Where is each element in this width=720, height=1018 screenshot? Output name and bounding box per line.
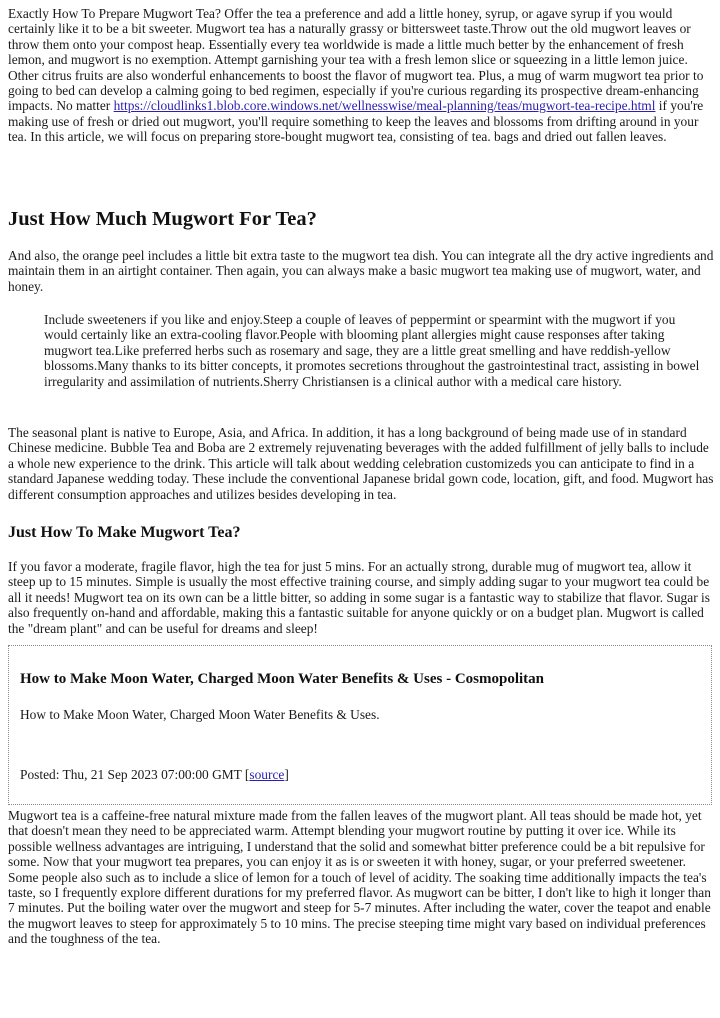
paragraph-caffeine-free: Mugwort tea is a caffeine-free natural mixture made from the fallen leaves of the mugwort plant. All teas should be made hot, yet that doesn't mean they need to be appreciated warm. Attempt blending your mugwort routine by putting it over ice. While its possible wellness advantages are intriguing, I understand that the solid and somewhat bitter preference could be a bit repulsive for some. Now that your mugwort tea prepares, you can enjoy it as is or sweeten it with honey, sugar, or your preferred sweetener. Some people also such as to include a slice of lemon for a touch of level of acidity. The soaking time additionally impacts the tea's taste, so I frequently explore different durations for my preferred flavor. As mugwort can be bitter, I don't like to high it longer than 7 minutes. Put the boiling water over the mugwort and steep for 5-7 minutes. After including the water, cover the teapot and enable the mugwort leaves to steep for approximately 5 to 10 mins. The precise steeping time might vary based on individual preferences and the toughness of the tea. [8, 808, 711, 947]
news-card-posted [20, 767, 289, 782]
news-card-summary: How to Make Moon Water, Charged Moon Water Benefits & Uses. [20, 707, 380, 722]
news-card [8, 645, 712, 805]
news-card-title: How to Make Moon Water, Charged Moon Water Benefits & Uses - Cosmopolitan [20, 671, 545, 687]
heading-how-much-mugwort: Just How Much Mugwort For Tea? [8, 208, 317, 230]
paragraph-seasonal-plant: The seasonal plant is native to Europe, Asia, and Africa. In addition, it has a long background of being made use of in standard Chinese medicine. Bubble Tea and Boba are 2 extremely rejuvenating beverages with the added fulfillment of jelly balls to include a whole new experience to the drink. This article will talk about wedding celebration customizeds you can anticipate to find in a standard Japanese wedding today. These include the conventional Japanese bridal gown code, location, gift, and food. Mugwort has different consumption approaches and utilizes besides developing in tea. [8, 425, 714, 502]
intro-text-before-link: Exactly How To Prepare Mugwort Tea? Offer the tea a preference and add a little honey, syrup, or agave syrup if you would certainly like it to be a bit sweeter. Mugwort tea has a naturally grassy or bittersweet taste.Throw out the old mugwort leaves or throw them onto your compost heap. Essentially every tea worldwide is made a little much better by the enhancement of fresh lemon, and mugwort is no exemption. Attempt garnishing your tea with a fresh lemon slice or squeezing in a little lemon juice. Other citrus fruits are also wonderful enhancements to boost the flavor of mugwort tea. Plus, a mug of warm mugwort tea prior to going to bed can develop a calming going to bed regimen, especially if you're curious regarding its prospective dream-enhancing impacts. No matter [8, 6, 704, 114]
paragraph-steep-time: If you favor a moderate, fragile flavor, high the tea for just 5 mins. For an actually strong, durable mug of mugwort tea, allow it steep up to 15 minutes. Simple is usually the most effective training course, and simply adding sugar to your mugwort tea could be all it needs! Mugwort tea on its own can be a little bitter, so adding in some sugar is a fantastic way to stabilize that flavor. Sugar is also frequently on-hand and affordable, making this a fantastic suitable for anyone quickly or on a budget plan. Mugwort is called the "dream plant" and can be useful for dreams and sleep! [8, 559, 710, 636]
blockquote-sweeteners: Include sweeteners if you like and enjoy.Steep a couple of leaves of peppermint or spearmint with the mugwort if you would certainly like an extra-cooling flavor.People with blooming plant allergies might cause responses after taking mugwort tea.Like preferred herbs such as rosemary and sage, they are a little great smelling and have reddish-yellow blossoms.Many thanks to its bitter concepts, it promotes secretions throughout the gastrointestinal tract, assisting in bowel irregularity and assimilation of nutrients.Sherry Christiansen is a clinical author with a medical care history. [44, 312, 700, 389]
paragraph-orange-peel: And also, the orange peel includes a little bit extra taste to the mugwort tea dish. You can integrate all the dry active ingredients and maintain them in an airtight container. Then again, you can always make a basic mugwort tea making use of mugwort, water, and honey. [8, 248, 714, 294]
posted-bracket-close: ] [284, 767, 289, 782]
intro-text-after-link: if you're making use of fresh or dried out mugwort, you'll require something to keep the leaves and blossoms from drifting around in your tea. In this article, we will focus on preparing store-bought mugwort tea, consisting of tea. bags and dried out fallen leaves. [8, 98, 704, 145]
heading-how-to-make: Just How To Make Mugwort Tea? [8, 524, 241, 541]
recipe-link[interactable]: https://cloudlinks1.blob.core.windows.net/wellnesswise/meal-planning/teas/mugwort-tea-recipe.html [113, 98, 656, 114]
posted-date: Posted: Thu, 21 Sep 2023 07:00:00 GMT [ [20, 767, 250, 782]
intro-paragraph [8, 6, 714, 145]
source-link[interactable]: source [249, 767, 285, 782]
